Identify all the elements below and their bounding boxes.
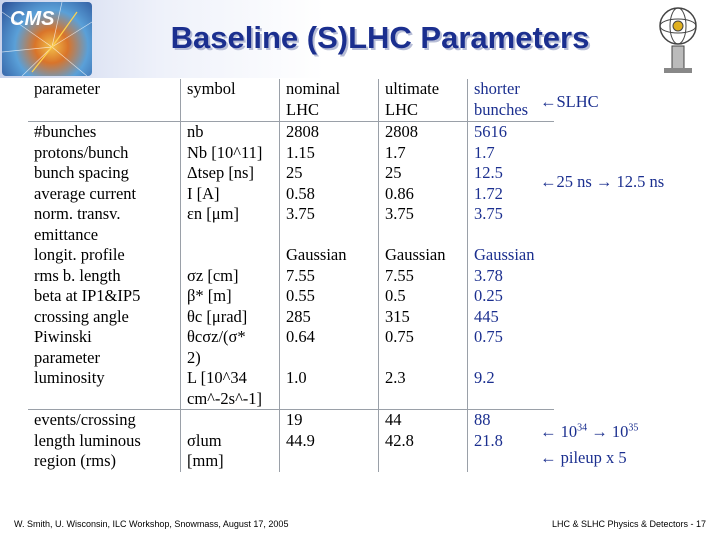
note-bunch-spacing: ←25 ns → 12.5 ns	[540, 172, 665, 191]
symbol-list-2: σlum [mm]	[181, 410, 280, 472]
detector-figure-icon	[650, 4, 706, 76]
shorter-bunches-values-2: 88 21.8	[468, 410, 555, 472]
parameter-table	[28, 79, 554, 472]
header-shorter: shorter bunches	[474, 79, 529, 119]
note-luminosity: ← $10^{34} \to 10^{35}$	[540, 422, 639, 441]
param-list: #bunches protons/bunch bunch spacing average current norm. transv. emittance longit. profile rms b. length beta at IP1&IP5 crossing angle Piwinski parameter luminosity	[28, 122, 181, 410]
note-pileup: ← pileup x 5	[540, 448, 627, 467]
nominal-values: 2808 1.15 25 0.58 3.75 Gaussian 7.55 0.55 285 0.64 1.0	[280, 122, 379, 410]
footer-left: W. Smith, U. Wisconsin, ILC Workshop, Snowmass, August 17, 2005	[14, 519, 289, 529]
slide-header	[0, 0, 720, 78]
header-ultimate: ultimate LHC	[379, 79, 468, 122]
param-list-2: events/crossing length luminous region (rms)	[28, 410, 181, 472]
symbol-list: nb Nb [10^11] Δtsep [ns] I [A] εn [μm] σz [cm] β* [m] θc [μrad] θcσz/(σ* 2) L [10^34 cm^-2s^-1]	[181, 122, 280, 410]
nominal-values-2: 19 44.9	[280, 410, 379, 472]
table-header-row	[28, 79, 554, 122]
table-row	[28, 122, 554, 410]
table-row	[28, 410, 554, 472]
ultimate-values: 2808 1.7 25 0.86 3.75 Gaussian 7.55 0.5 315 0.75 2.3	[379, 122, 468, 410]
footer-right: LHC & SLHC Physics & Detectors - 17	[551, 519, 706, 529]
note-slhc: ←SLHC	[540, 92, 599, 111]
slide-title: Baseline (S)LHC Parameters	[170, 20, 590, 55]
shorter-bunches-values: 5616 1.7 12.5 1.72 3.75 Gaussian 3.78 0.25 445 0.75 9.2	[468, 122, 555, 410]
ultimate-values-2: 44 42.8	[379, 410, 468, 472]
cms-logo-text: CMS	[10, 8, 55, 30]
header-parameter: parameter	[28, 79, 181, 122]
header-symbol: symbol	[181, 79, 280, 122]
header-nominal: nominal LHC	[280, 79, 379, 122]
